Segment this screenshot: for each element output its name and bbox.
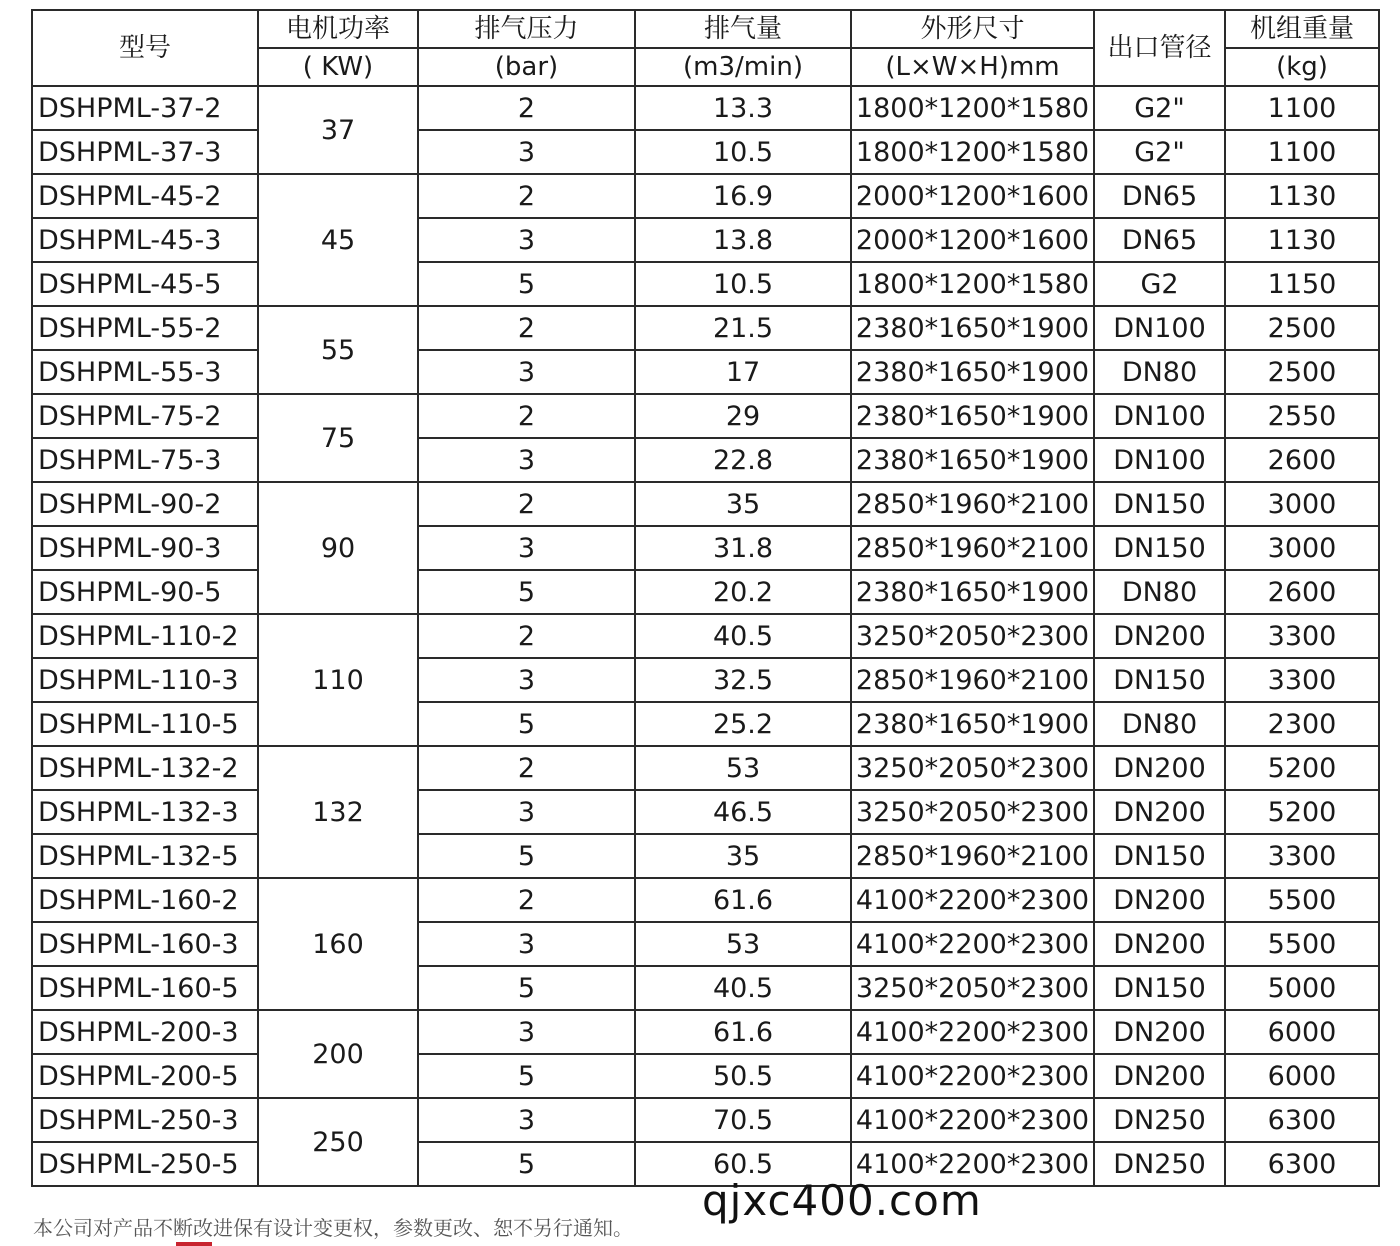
size-cell: 3250*2050*2300 [851,614,1094,658]
pressure-cell: 5 [418,1054,635,1098]
pressure-cell: 3 [418,1010,635,1054]
outlet-cell: DN200 [1094,878,1225,922]
size-cell: 2380*1650*1900 [851,570,1094,614]
outlet-cell: DN100 [1094,306,1225,350]
pressure-cell: 3 [418,130,635,174]
flow-cell: 40.5 [635,614,851,658]
size-cell: 2000*1200*1600 [851,174,1094,218]
power-cell: 200 [258,1010,418,1098]
model-cell: DSHPML-90-3 [32,526,258,570]
pressure-cell: 3 [418,526,635,570]
flow-cell: 20.2 [635,570,851,614]
outlet-cell: DN80 [1094,570,1225,614]
outlet-cell: DN200 [1094,1010,1225,1054]
weight-cell: 3300 [1225,834,1379,878]
flow-cell: 13.8 [635,218,851,262]
pressure-cell: 5 [418,966,635,1010]
weight-cell: 6000 [1225,1054,1379,1098]
outlet-cell: DN150 [1094,966,1225,1010]
model-cell: DSHPML-200-3 [32,1010,258,1054]
flow-cell: 40.5 [635,966,851,1010]
table-row [32,350,1379,394]
table-row [32,790,1379,834]
weight-cell: 5200 [1225,746,1379,790]
flow-cell: 50.5 [635,1054,851,1098]
pressure-cell: 3 [418,1098,635,1142]
watermark: qjxc400.com [702,1176,982,1225]
model-cell: DSHPML-250-3 [32,1098,258,1142]
power-cell: 75 [258,394,418,482]
outlet-cell: DN150 [1094,834,1225,878]
table-row [32,526,1379,570]
outlet-cell: DN150 [1094,482,1225,526]
flow-cell: 61.6 [635,1010,851,1054]
pressure-cell: 5 [418,262,635,306]
header-flow-unit: (m3/min) [635,48,851,86]
outlet-cell: DN200 [1094,746,1225,790]
outlet-cell: G2 [1094,262,1225,306]
weight-cell: 2550 [1225,394,1379,438]
flow-cell: 70.5 [635,1098,851,1142]
outlet-cell: G2" [1094,130,1225,174]
weight-cell: 1130 [1225,174,1379,218]
model-cell: DSHPML-110-5 [32,702,258,746]
header-weight: 机组重量 [1225,10,1379,48]
pressure-cell: 5 [418,702,635,746]
flow-cell: 32.5 [635,658,851,702]
table-row [32,878,1379,922]
power-cell: 90 [258,482,418,614]
outlet-cell: DN200 [1094,1054,1225,1098]
model-cell: DSHPML-75-3 [32,438,258,482]
pressure-cell: 3 [418,218,635,262]
outlet-cell: DN100 [1094,394,1225,438]
model-cell: DSHPML-160-5 [32,966,258,1010]
table-row [32,614,1379,658]
power-cell: 160 [258,878,418,1010]
weight-cell: 3300 [1225,614,1379,658]
table-body [32,10,1379,1186]
flow-cell: 13.3 [635,86,851,130]
model-cell: DSHPML-37-3 [32,130,258,174]
model-cell: DSHPML-200-5 [32,1054,258,1098]
flow-cell: 17 [635,350,851,394]
weight-cell: 2500 [1225,306,1379,350]
header-model: 型号 [32,10,258,86]
pressure-cell: 2 [418,86,635,130]
flow-cell: 10.5 [635,262,851,306]
outlet-cell: DN200 [1094,614,1225,658]
size-cell: 4100*2200*2300 [851,1098,1094,1142]
pressure-cell: 5 [418,570,635,614]
size-cell: 2000*1200*1600 [851,218,1094,262]
flow-cell: 10.5 [635,130,851,174]
model-cell: DSHPML-250-5 [32,1142,258,1186]
pressure-cell: 2 [418,306,635,350]
weight-cell: 3300 [1225,658,1379,702]
size-cell: 2380*1650*1900 [851,438,1094,482]
size-cell: 4100*2200*2300 [851,878,1094,922]
weight-cell: 2500 [1225,350,1379,394]
weight-cell: 1100 [1225,86,1379,130]
model-cell: DSHPML-90-2 [32,482,258,526]
outlet-cell: DN250 [1094,1142,1225,1186]
weight-cell: 5000 [1225,966,1379,1010]
size-cell: 2380*1650*1900 [851,350,1094,394]
size-cell: 4100*2200*2300 [851,1010,1094,1054]
weight-cell: 5500 [1225,922,1379,966]
table-row [32,966,1379,1010]
header-outlet: 出口管径 [1094,10,1225,86]
pressure-cell: 2 [418,394,635,438]
pressure-cell: 3 [418,350,635,394]
pressure-cell: 2 [418,746,635,790]
model-cell: DSHPML-132-2 [32,746,258,790]
size-cell: 2850*1960*2100 [851,526,1094,570]
outlet-cell: DN65 [1094,174,1225,218]
header-flow: 排气量 [635,10,851,48]
header-row [32,10,1379,48]
model-cell: DSHPML-132-5 [32,834,258,878]
outlet-cell: G2" [1094,86,1225,130]
table-row [32,218,1379,262]
table-row [32,174,1379,218]
weight-cell: 6300 [1225,1098,1379,1142]
footnote: 本公司对产品不断改进保有设计变更权，参数更改、恕不另行通知。 [33,1216,633,1240]
table-row [32,1054,1379,1098]
size-cell: 2380*1650*1900 [851,306,1094,350]
table-row [32,262,1379,306]
table-row [32,438,1379,482]
weight-cell: 1130 [1225,218,1379,262]
size-cell: 2850*1960*2100 [851,834,1094,878]
power-cell: 45 [258,174,418,306]
size-cell: 3250*2050*2300 [851,966,1094,1010]
outlet-cell: DN250 [1094,1098,1225,1142]
header-power-unit: ( KW) [258,48,418,86]
model-cell: DSHPML-45-3 [32,218,258,262]
table-row [32,746,1379,790]
outlet-cell: DN80 [1094,702,1225,746]
flow-cell: 21.5 [635,306,851,350]
outlet-cell: DN80 [1094,350,1225,394]
table-row [32,482,1379,526]
power-cell: 250 [258,1098,418,1186]
table-row [32,130,1379,174]
flow-cell: 46.5 [635,790,851,834]
model-cell: DSHPML-132-3 [32,790,258,834]
size-cell: 2380*1650*1900 [851,394,1094,438]
spec-table [31,9,1380,1187]
outlet-cell: DN100 [1094,438,1225,482]
flow-cell: 22.8 [635,438,851,482]
weight-cell: 6300 [1225,1142,1379,1186]
model-cell: DSHPML-160-2 [32,878,258,922]
weight-cell: 2600 [1225,570,1379,614]
pressure-cell: 3 [418,658,635,702]
accent-underline [176,1242,212,1246]
power-cell: 110 [258,614,418,746]
pressure-cell: 2 [418,878,635,922]
size-cell: 2850*1960*2100 [851,658,1094,702]
table-row [32,834,1379,878]
flow-cell: 53 [635,922,851,966]
table-row [32,394,1379,438]
model-cell: DSHPML-37-2 [32,86,258,130]
model-cell: DSHPML-110-3 [32,658,258,702]
weight-cell: 5200 [1225,790,1379,834]
pressure-cell: 2 [418,614,635,658]
model-cell: DSHPML-55-2 [32,306,258,350]
outlet-cell: DN200 [1094,790,1225,834]
size-cell: 3250*2050*2300 [851,790,1094,834]
outlet-cell: DN150 [1094,526,1225,570]
size-cell: 4100*2200*2300 [851,1054,1094,1098]
pressure-cell: 2 [418,174,635,218]
weight-cell: 1100 [1225,130,1379,174]
pressure-cell: 2 [418,482,635,526]
model-cell: DSHPML-45-5 [32,262,258,306]
model-cell: DSHPML-45-2 [32,174,258,218]
size-cell: 3250*2050*2300 [851,746,1094,790]
flow-cell: 25.2 [635,702,851,746]
table-row [32,86,1379,130]
weight-cell: 1150 [1225,262,1379,306]
weight-cell: 2300 [1225,702,1379,746]
table-row [32,306,1379,350]
flow-cell: 29 [635,394,851,438]
size-cell: 1800*1200*1580 [851,86,1094,130]
power-cell: 132 [258,746,418,878]
model-cell: DSHPML-75-2 [32,394,258,438]
model-cell: DSHPML-55-3 [32,350,258,394]
flow-cell: 16.9 [635,174,851,218]
power-cell: 55 [258,306,418,394]
flow-cell: 31.8 [635,526,851,570]
flow-cell: 61.6 [635,878,851,922]
size-cell: 1800*1200*1580 [851,130,1094,174]
table-row [32,922,1379,966]
flow-cell: 60.5 [635,1142,851,1186]
table-row [32,702,1379,746]
pressure-cell: 3 [418,922,635,966]
flow-cell: 53 [635,746,851,790]
power-cell: 37 [258,86,418,174]
model-cell: DSHPML-160-3 [32,922,258,966]
size-cell: 4100*2200*2300 [851,1142,1094,1186]
header-weight-unit: (kg) [1225,48,1379,86]
pressure-cell: 5 [418,1142,635,1186]
weight-cell: 3000 [1225,526,1379,570]
header-size-unit: (L×W×H)mm [851,48,1094,86]
header-pressure-unit: (bar) [418,48,635,86]
model-cell: DSHPML-90-5 [32,570,258,614]
pressure-cell: 3 [418,790,635,834]
header-size: 外形尺寸 [851,10,1094,48]
table-row [32,1010,1379,1054]
outlet-cell: DN150 [1094,658,1225,702]
size-cell: 4100*2200*2300 [851,922,1094,966]
table-row [32,570,1379,614]
weight-cell: 3000 [1225,482,1379,526]
weight-cell: 6000 [1225,1010,1379,1054]
outlet-cell: DN200 [1094,922,1225,966]
flow-cell: 35 [635,482,851,526]
pressure-cell: 3 [418,438,635,482]
table-row [32,1098,1379,1142]
flow-cell: 35 [635,834,851,878]
weight-cell: 2600 [1225,438,1379,482]
size-cell: 2850*1960*2100 [851,482,1094,526]
header-power: 电机功率 [258,10,418,48]
table-row [32,658,1379,702]
header-pressure: 排气压力 [418,10,635,48]
model-cell: DSHPML-110-2 [32,614,258,658]
weight-cell: 5500 [1225,878,1379,922]
size-cell: 2380*1650*1900 [851,702,1094,746]
pressure-cell: 5 [418,834,635,878]
size-cell: 1800*1200*1580 [851,262,1094,306]
outlet-cell: DN65 [1094,218,1225,262]
